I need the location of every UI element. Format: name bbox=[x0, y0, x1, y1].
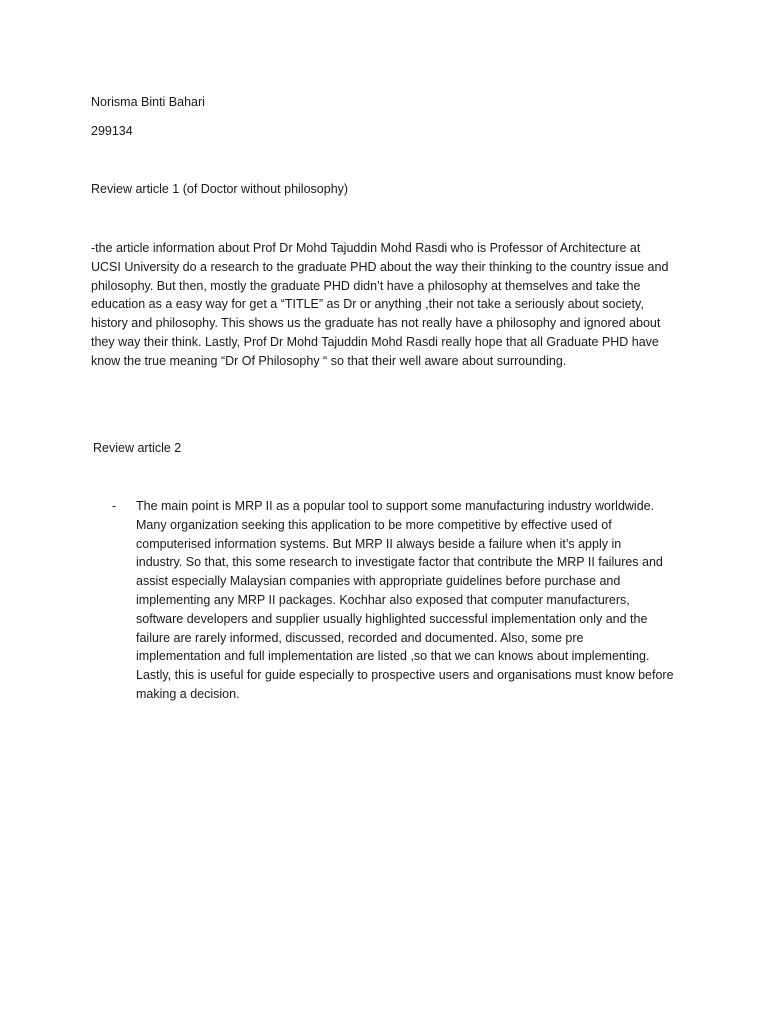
review-2-line: Lastly, this is useful for guide especially to prospective users and organisations must know before bbox=[136, 668, 674, 683]
review-2-line: computerised information systems. But MRP II always beside a failure when it’s apply in bbox=[136, 536, 622, 551]
review-2-line: software developers and supplier usually highlighted successful implementation only and the bbox=[136, 611, 648, 626]
review-1-line: UCSI University do a research to the graduate PHD about the way their thinking to the country issue and bbox=[91, 259, 669, 274]
review-2-line: making a decision. bbox=[136, 686, 240, 701]
review-2-line: assist especially Malaysian companies with appropriate guidelines before purchase and bbox=[136, 574, 621, 589]
student-id: 299134 bbox=[91, 124, 133, 138]
review-1-line: philosophy. But then, mostly the graduate PHD didn’t have a philosophy at themselves and take the bbox=[91, 278, 641, 293]
review-2-line: implementing any MRP II packages. Kochhar also exposed that computer manufacturers, bbox=[136, 592, 630, 607]
review-1-body bbox=[91, 239, 681, 371]
review-2-body bbox=[136, 497, 696, 704]
review-2-line: implementation and full implementation are listed ,so that we can knows about implementing. bbox=[136, 649, 650, 664]
author-name: Norisma Binti Bahari bbox=[91, 95, 205, 109]
review-2-line: The main point is MRP II as a popular tool to support some manufacturing industry worldwide. bbox=[136, 499, 655, 513]
review-2-line: industry. So that, this some research to investigate factor that contribute the MRP II failures and bbox=[136, 555, 663, 570]
review-1-line: history and philosophy. This shows us the graduate has not really have a philosophy and ignored about bbox=[91, 316, 661, 331]
review-2-line: failure are rarely informed, discussed, recorded and documented. Also, some pre bbox=[136, 630, 584, 645]
review-1-heading: Review article 1 (of Doctor without philosophy) bbox=[91, 182, 349, 196]
review-1-line: know the true meaning “Dr Of Philosophy “ so that their well aware about surrounding. bbox=[91, 353, 567, 368]
bullet-marker: - bbox=[112, 499, 117, 513]
review-2-heading: Review article 2 bbox=[93, 441, 182, 455]
review-1-line: education as a easy way for get a “TITLE” as Dr or anything ,their not take a seriously about society, bbox=[91, 297, 644, 312]
review-1-line: they way their think. Lastly, Prof Dr Mohd Tajuddin Mohd Rasdi really hope that all Graduate PHD have bbox=[91, 334, 659, 349]
review-1-line: -the article information about Prof Dr Mohd Tajuddin Mohd Rasdi who is Professor of Architecture at bbox=[91, 241, 641, 255]
review-2-line: Many organization seeking this application to be more competitive by effective used of bbox=[136, 517, 612, 532]
